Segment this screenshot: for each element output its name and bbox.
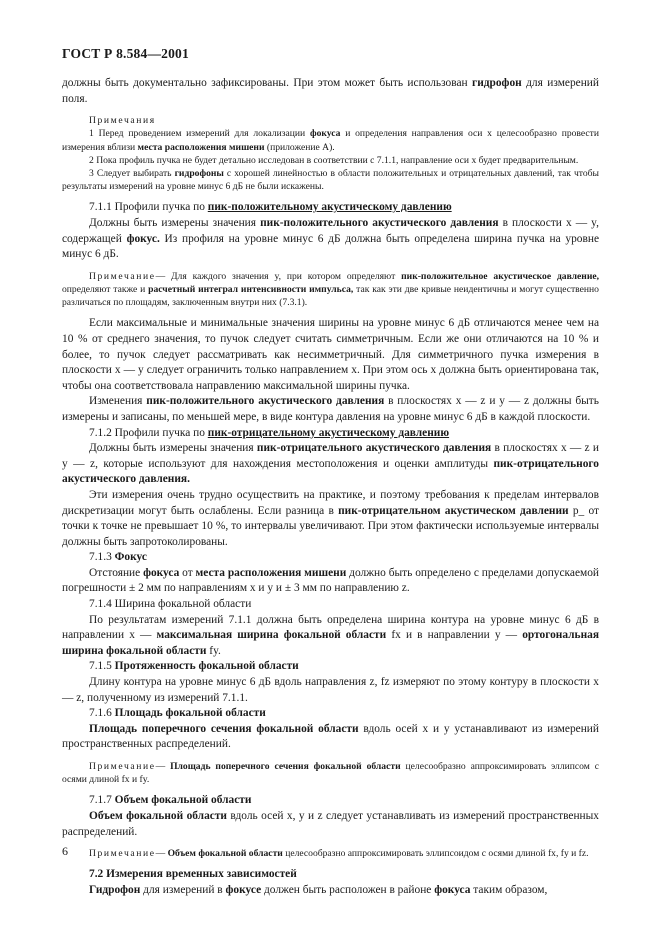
text: 7.1.1 Профили пучка по [89, 201, 208, 214]
text: вдоль осей x и y устанавливают из измерений пространственных распределений. [62, 722, 599, 751]
term: Объем фокальной области [167, 848, 283, 860]
term: пик-положительному акустическому давлению [207, 201, 452, 214]
text: таким образом, [470, 884, 548, 896]
paragraph-7-1-3 [62, 566, 599, 597]
paragraph-7-1-2-b [62, 488, 599, 550]
text: в плоскостях x — z и y — z, которые используют для нахождения местоположения и оценки амплитуды [62, 442, 599, 470]
section-heading-7-1-1 [62, 200, 599, 216]
text: от [179, 566, 196, 579]
note-label: Примечание [89, 848, 156, 860]
text: fx и в направлении y — [386, 629, 523, 642]
text: и определения направления оси x целесообразно провести измерения вблизи [62, 128, 599, 153]
note-item-3 [62, 167, 599, 193]
term: гидрофоны [174, 168, 224, 179]
text: Эти измерения очень трудно осуществить на практике, и поэтому требования к пределам интервалов дискретизации могут быть ослаблены. Если разница в [62, 488, 599, 517]
note-label: Примечание [89, 270, 156, 282]
text: — [155, 761, 171, 773]
text: 3 Следует выбирать [89, 168, 175, 179]
document-header: ГОСТ Р 8.584—2001 [62, 46, 189, 61]
text: fy. [206, 644, 221, 657]
paragraph-7-2 [62, 883, 599, 899]
text: p_ от точки к точке не превышает 10 %, то интервалы увеличивают. При этом фактически используемые интервалы должны быть запротоколированы. [62, 504, 600, 548]
term: пик-отрицательному акустическому давлению [207, 426, 450, 439]
paragraph-7-1-1 [62, 216, 599, 263]
term: Гидрофон [89, 884, 141, 896]
note-7-1-1 [62, 270, 599, 310]
text: так как эти две кривые неидентичны и могут существенно различаться по площадям, заключенным внутри них (7.3.1). [62, 283, 599, 309]
term: пик-отрицательном акустическом давлении [338, 504, 569, 517]
text: Должны быть измерены значения [89, 442, 257, 455]
text: — [155, 848, 168, 860]
term: максимальная ширина фокальной области [156, 629, 387, 642]
paragraph-changes [62, 394, 599, 425]
text: 7.1.3 [89, 551, 115, 564]
term: пик-положительного акустического давления [260, 217, 499, 229]
term: фокусе [225, 884, 262, 896]
text: в плоскостях x — z и y — z должны быть измерены и записаны, по меньшей мере, в виде контура давления на уровне минус 6 дБ в каждой плоскости. [62, 395, 599, 423]
term: Площадь поперечного сечения фокальной области [170, 761, 401, 773]
section-heading-7-2 [62, 867, 599, 883]
paragraph-7-1-2 [62, 441, 599, 488]
term: места расположения мишени [137, 141, 265, 153]
term: Протяженность фокальной области [114, 660, 299, 673]
heading-text: 7.2 Измерения временных зависимостей [89, 868, 297, 881]
text: должно быть определено с пределами допускаемой погрешности ± 2 мм по направлениям x и y и ± 3 мм по направлению z. [62, 566, 600, 595]
term: пик-отрицательного акустического давления. [62, 457, 599, 486]
note-7-1-6 [62, 760, 599, 786]
term: фокуса [143, 566, 180, 579]
note-item-1 [62, 127, 599, 153]
paragraph-continuation [62, 76, 599, 107]
term-hydrophone: гидрофон [472, 77, 522, 89]
text: 7.1.6 [89, 707, 115, 720]
section-heading-7-1-5 [62, 659, 599, 675]
term: расчетный интеграл интенсивности импульса, [148, 283, 354, 295]
text: с хорошей линейностью в области положительных и отрицательных давлений, так чтобы результаты измерений на уровне минус 6 дБ не были искажены. [62, 168, 599, 193]
section-heading-7-1-4: 7.1.4 Ширина фокальной области [89, 598, 252, 611]
term: Объем фокальной области [89, 810, 227, 823]
term: Площадь поперечного сечения фокальной области [89, 722, 359, 735]
text: По результатам измерений 7.1.1 должна быть определена ширина контура на уровне минус 6 дБ в направлении x — [62, 613, 599, 642]
term: пик-отрицательного акустического давления [256, 442, 492, 455]
term: пик-положительного акустического давления [146, 395, 385, 408]
page-number: 6 [62, 844, 68, 858]
page-content [62, 76, 599, 899]
text: вдоль осей x, y и z следует устанавливать из измерений пространственных распределений. [62, 810, 599, 838]
text: целесообразно аппроксимировать эллипсом с осями длиной fx и fy. [62, 761, 599, 786]
text: Изменения [89, 395, 147, 408]
text: 7.1.7 [89, 794, 115, 807]
text: целесообразно аппроксимировать эллипсоидом с осями длиной fx, fy и fz. [282, 848, 589, 860]
text: 7.1.5 [89, 660, 115, 673]
note-label: Примечание [89, 761, 156, 773]
section-heading-7-1-3 [62, 550, 599, 566]
text: определяют также и [62, 283, 149, 295]
term: Объем фокальной области [114, 794, 252, 807]
text: 7.1.2 Профили пучка по [89, 426, 208, 439]
term: фокуса [434, 884, 471, 896]
paragraph-symmetry: Если максимальные и минимальные значения ширины на уровне минус 6 дБ отличаются менее чем на 10 % от среднего значения, то пучок следует считать симметричным. Если же они отличаются на 10 % и более, то пучок следует рассматривать как несимметричный. Для симметричного пучка измерения в плоскости x — y следует ограничить только направлением x. При этом ось x должна быть ориентирована так, чтобы она соответствовала направлению максимальной ширины пучка. [62, 317, 599, 392]
note-7-1-7 [62, 847, 599, 860]
text: Из профиля на уровне минус 6 дБ должна быть определена ширина пучка на уровне минус 6 дБ. [62, 232, 599, 261]
text: должен быть расположен в районе [261, 884, 435, 896]
paragraph-7-1-5: Длину контура на уровне минус 6 дБ вдоль направления z, fz измеряют по этому контуру в плоскости x — z, полученному из измерений 7.1.1. [62, 676, 599, 704]
section-heading-7-1-6 [62, 706, 599, 722]
term: Фокус [114, 551, 147, 564]
text: 1 Перед проведением измерений для локализации [89, 128, 310, 140]
text: Отстояние [89, 566, 144, 579]
text: для измерений в [140, 884, 226, 896]
text: (приложение А). [264, 141, 335, 153]
text: Должны быть измерены значения [89, 217, 261, 229]
paragraph-7-1-6 [62, 722, 599, 753]
term: пик-положительное акустическое давление, [401, 270, 600, 282]
section-heading-7-1-7 [62, 793, 599, 809]
section-heading-7-1-2 [62, 426, 599, 442]
term: Площадь фокальной области [114, 707, 266, 720]
term: фокус. [126, 232, 160, 245]
note-item-2: 2 Пока профиль пучка не будет детально исследован в соответствии с 7.1.1, направление оси x будет предварительным. [89, 154, 579, 166]
text: — Для каждого значения y, при котором определяют [155, 270, 402, 282]
text: должны быть документально зафиксированы. При этом может быть использован [62, 77, 473, 89]
term: ортогональная ширина фокальной области [62, 629, 599, 657]
paragraph-7-1-4 [62, 613, 599, 660]
paragraph-7-1-7 [62, 809, 599, 840]
term: фокуса [309, 128, 341, 140]
term: места расположения мишени [195, 566, 347, 579]
text: в плоскости x — y, содержащей [62, 217, 599, 245]
text: для измерений поля. [62, 77, 599, 105]
notes-heading: Примечания [89, 115, 156, 127]
